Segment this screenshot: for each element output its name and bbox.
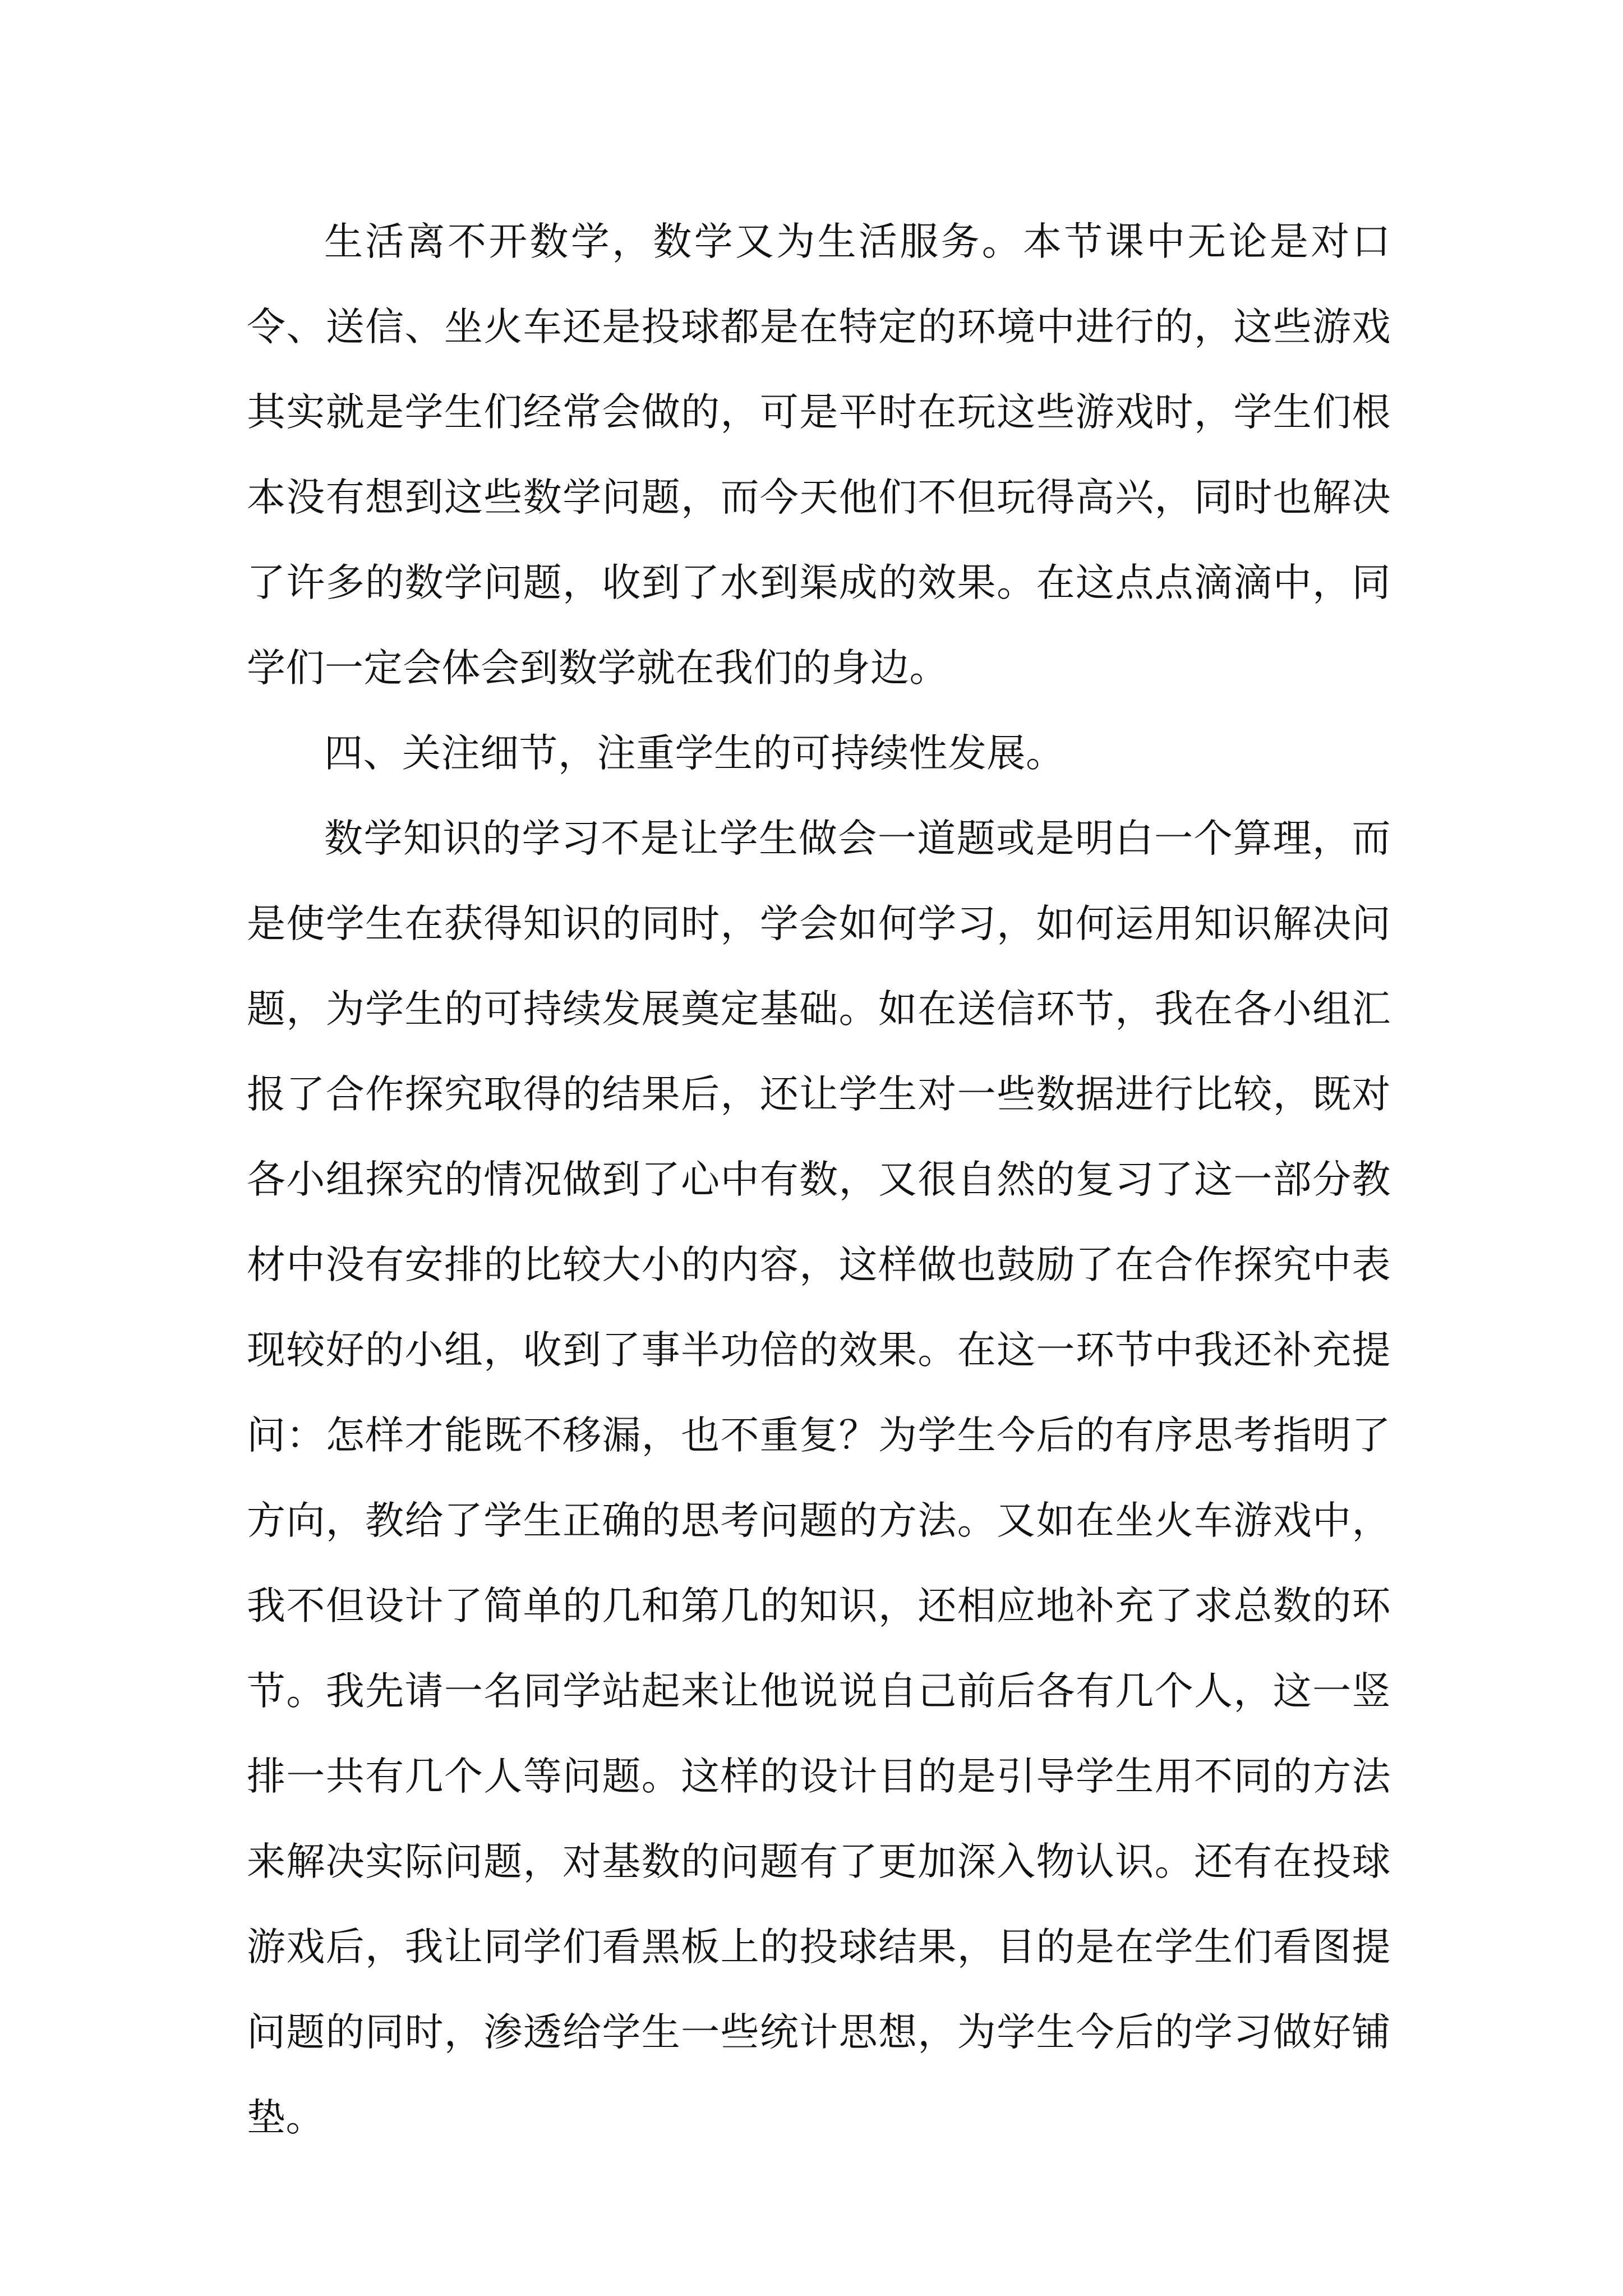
- paragraph-life-and-math: 生活离不开数学，数学又为生活服务。本节课中无论是对口令、送信、坐火车还是投球都是在特定的环境中进行的，这些游戏其实就是学生们经常会做的，可是平时在玩这些游戏时，学生们根本没有想到这些数学问题，而今天他们不但玩得高兴，同时也解决了许多的数学问题，收到了水到渠成的效果。在这点点滴滴中，同学们一定会体会到数学就在我们的身边。: [247, 219, 1391, 691]
- section-heading-four: 四、关注细节，注重学生的可持续性发展。: [324, 731, 1065, 776]
- document-body: [247, 199, 1391, 2160]
- paragraph-sustainable-development: 数学知识的学习不是让学生做会一道题或是明白一个算理，而是使学生在获得知识的同时，学会如何学习，如何运用知识解决问题，为学生的可持续发展奠定基础。如在送信环节，我在各小组汇报了合作探究取得的结果后，还让学生对一些数据进行比较，既对各小组探究的情况做到了心中有数，又很自然的复习了这一部分教材中没有安排的比较大小的内容，这样做也鼓励了在合作探究中表现较好的小组，收到了事半功倍的效果。在这一环节中我还补充提问：怎样才能既不移漏，也不重复？为学生今后的有序思考指明了方向，教给了学生正确的思考问题的方法。又如在坐火车游戏中，我不但设计了简单的几和第几的知识，还相应地补充了求总数的环节。我先请一名同学站起来让他说说自己前后各有几个人，这一竖排一共有几个人等问题。这样的设计目的是引导学生用不同的方法来解决实际问题，对基数的问题有了更加深入物认识。还有在投球游戏后，我让同学们看黑板上的投球结果，目的是在学生们看图提问题的同时，渗透给学生一些统计思想，为学生今后的学习做好铺垫。: [247, 816, 1391, 2140]
